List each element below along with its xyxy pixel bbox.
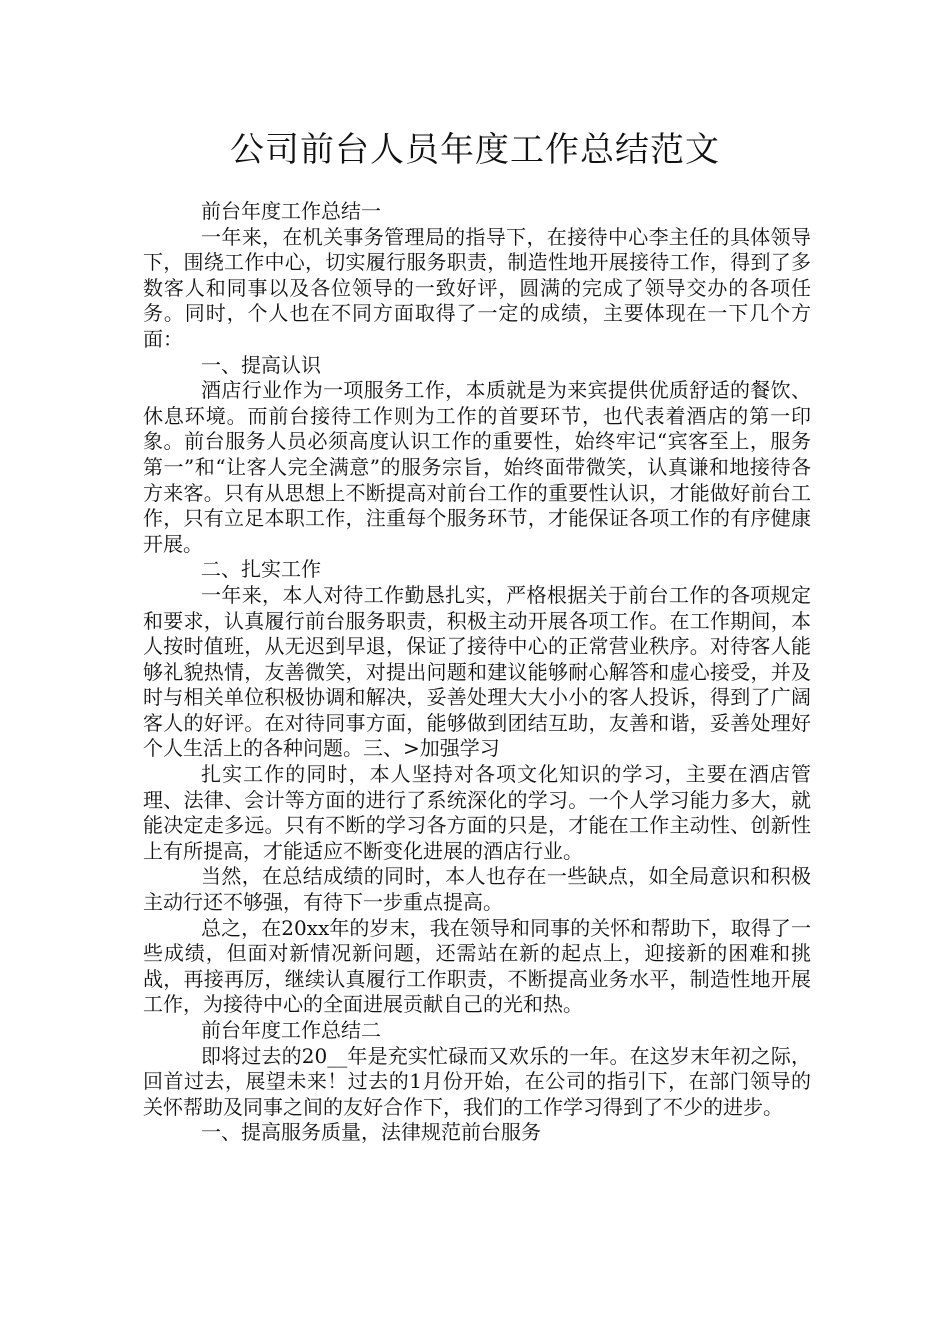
document-title: 公司前台人员年度工作总结范文 (230, 130, 720, 170)
section-heading-raise-awareness: 一、提高认识 (201, 352, 321, 377)
paragraph-awareness: 酒店行业作为一项服务工作，本质就是为来宾提供优质舒适的餐饮、休息环境。而前台接待工作则为工作的首要环节，也代表着酒店的第一印象。前台服务人员必须高度认识工作的重要性，始终牢记“宾客至上，服务第一”和“让客人完全满意”的服务宗旨，始终面带微笑，认真谦和地接待各方来客。只有从思想上不断提高对前台工作的重要性认识，才能做好前台工作，只有立足本职工作，注重每个服务环节，才能保证各项工作的有序健康开展。 (143, 378, 811, 556)
paragraph-shortcomings: 当然，在总结成绩的同时，本人也存在一些缺点，如全局意识和积极主动行还不够强，有待下一步重点提高。 (143, 864, 811, 915)
section-heading-summary-one: 前台年度工作总结一 (201, 199, 381, 223)
paragraph-intro: 一年来，在机关事务管理局的指导下，在接待中心李主任的具体领导下，围绕工作中心，切实履行服务职责，制造性地开展接待工作，得到了多数客人和同事以及各位领导的一致好评，圆满的完成了领导交办的各项任务。同时，个人也在不同方面取得了一定的成绩，主要体现在一下几个方面： (143, 224, 811, 351)
paragraph-study: 扎实工作的同时，本人坚持对各项文化知识的学习，主要在酒店管理、法律、会计等方面的进行了系统深化的学习。一个人学习能力多大，就能决定走多远。只有不断的学习各方面的只是，才能在工作主动性、创新性上有所提高，才能适应不断变化进展的酒店行业。 (143, 762, 811, 863)
document-body (143, 199, 811, 1146)
paragraph-solid-work: 一年来，本人对待工作勤恳扎实，严格根据关于前台工作的各项规定和要求，认真履行前台服务职责，积极主动开展各项工作。在工作期间，本人按时值班，从无迟到早退，保证了接待中心的正常营业秩序。对待客人能够礼貌热情，友善微笑，对提出问题和建议能够耐心解答和虚心接受，并及时与相关单位积极协调和解决，妥善处理大大小小的客人投诉，得到了广阔客人的好评。在对待同事方面，能够做到团结互助，友善和谐，妥善处理好个人生活上的各种问题。三、>加强学习 (143, 582, 811, 761)
section-heading-summary-two: 前台年度工作总结二 (201, 1018, 381, 1042)
paragraph-year-review: 即将过去的20__年是充实忙碌而又欢乐的一年。在这岁末年初之际，回首过去，展望未来！过去的1月份开始，在公司的指引下，在部门领导的关怀帮助及同事之间的友好合作下，我们的工作学习得到了不少的进步。 (143, 1043, 811, 1119)
paragraph-conclusion: 总之，在20xx年的岁末，我在领导和同事的关怀和帮助下，取得了一些成绩，但面对新情况新问题，还需站在新的起点上，迎接新的困难和挑战，再接再厉，继续认真履行工作职责，不断提高业务水平，制造性地开展工作，为接待中心的全面进展贡献自己的光和热。 (143, 915, 811, 1017)
section-heading-solid-work: 二、扎实工作 (201, 557, 321, 582)
section-heading-service-quality: 一、提高服务质量，法律规范前台服务 (201, 1120, 541, 1145)
